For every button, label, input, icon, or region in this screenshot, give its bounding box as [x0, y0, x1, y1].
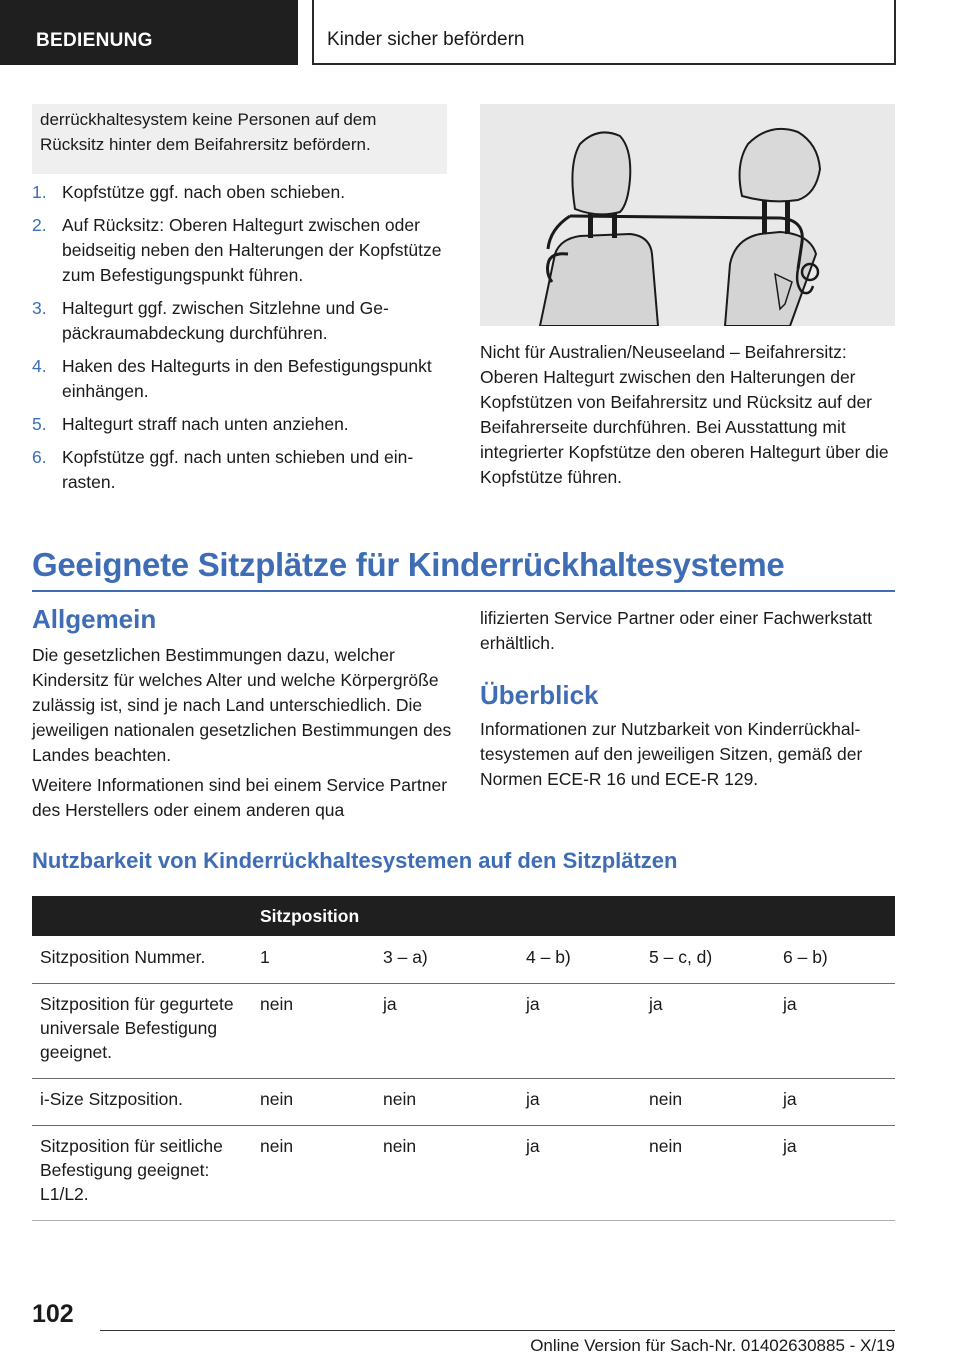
table-cell: i-Size Sitzposition. [32, 1079, 252, 1126]
table-cell: 6 – b) [775, 936, 895, 984]
table-cell: nein [375, 1126, 518, 1221]
table-cell: ja [641, 984, 775, 1079]
table-cell: ja [518, 984, 641, 1079]
paragraph-allgemein-2-continued: lifizierten Service Partner oder einer Fachwerkstatt erhältlich. [480, 608, 872, 653]
step-text: Haltegurt straff nach unten anziehen. [62, 414, 349, 434]
table-cell: nein [252, 1126, 375, 1221]
table-cell: nein [252, 1079, 375, 1126]
table-row [32, 984, 895, 1079]
step-text: Kopfstütze ggf. nach oben schieben. [62, 182, 346, 202]
step-item [32, 445, 452, 495]
table-cell: Sitzposition für gegurtete universale Befestigung geeignet. [32, 984, 252, 1079]
step-item [32, 296, 452, 346]
table-header-empty [32, 896, 252, 936]
instruction-steps [32, 180, 452, 503]
subheading-ueberblick: Überblick [480, 680, 599, 710]
table-cell: nein [252, 984, 375, 1079]
step-item [32, 180, 452, 205]
table-header-row [32, 896, 895, 936]
table-header-cell: Sitzposition [252, 896, 895, 936]
step-item [32, 354, 452, 404]
table-cell: nein [641, 1126, 775, 1221]
table-cell: 4 – b) [518, 936, 641, 984]
table-cell: 3 – a) [375, 936, 518, 984]
step-number: 5. [32, 414, 47, 434]
table-cell: nein [375, 1079, 518, 1126]
table-cell: ja [775, 984, 895, 1079]
table-cell: ja [518, 1126, 641, 1221]
table-heading: Nutzbarkeit von Kinderrückhaltesystemen auf den Sitzplätzen [32, 848, 678, 873]
table-cell: ja [375, 984, 518, 1079]
table-row [32, 1079, 895, 1126]
subheading-allgemein: Allgemein [32, 604, 157, 634]
step-text: Haltegurt ggf. zwischen Sitzlehne und Gepäckraumabdeckung durchführen. [62, 298, 389, 343]
seat-position-table [32, 896, 895, 1221]
step-text: Auf Rücksitz: Oberen Haltegurt zwischen oder beidseitig neben den Halterungen der Kopfstütze zum Befestigungspunkt führen. [62, 215, 442, 285]
table-cell: ja [518, 1079, 641, 1126]
step-number: 6. [32, 447, 47, 467]
paragraph-allgemein-1: Die gesetzlichen Bestimmungen dazu, welcher Kindersitz für welches Alter und welche Körpergröße zulässig ist, sind je nach Land unterschiedlich. Die jeweiligen nationalen gesetzlichen Bestimmungen des Landes beachten. [32, 645, 452, 765]
header-section-label: BEDIENUNG [0, 0, 298, 65]
header-page-title: Kinder sicher befördern [312, 0, 896, 65]
step-item [32, 213, 452, 288]
step-item [32, 412, 452, 437]
headrest-tether-illustration [480, 104, 895, 326]
table-cell: Sitzposition Nummer. [32, 936, 252, 984]
step-text: Haken des Haltegurts in den Befestigungspunkt einhängen. [62, 356, 432, 401]
paragraph-ueberblick: Informationen zur Nutzbarkeit von Kinderrückhaltesystemen auf den jeweiligen Sitzen, gemäß der Normen ECE-R 16 und ECE-R 129. [480, 719, 863, 789]
paragraph-allgemein-2: Weitere Informationen sind bei einem Service Partner des Herstellers oder einem anderen qua [32, 775, 448, 820]
section-heading: Geeignete Sitzplätze für Kinderrückhaltesysteme [32, 546, 785, 583]
page-number: 102 [32, 1300, 74, 1328]
table-cell: Sitzposition für seitliche Befestigung geeignet: L1/L2. [32, 1126, 252, 1221]
step-number: 1. [32, 182, 47, 202]
step-text: Kopfstütze ggf. nach unten schieben und einrasten. [62, 447, 414, 492]
footer-online-version: Online Version für Sach-Nr. 01402630885 - X/19 [530, 1336, 895, 1355]
table-cell: 1 [252, 936, 375, 984]
table-row [32, 936, 895, 984]
step-number: 4. [32, 356, 47, 376]
table-cell: 5 – c, d) [641, 936, 775, 984]
step-number: 2. [32, 215, 47, 235]
step-number: 3. [32, 298, 47, 318]
table-cell: ja [775, 1079, 895, 1126]
table-cell: ja [775, 1126, 895, 1221]
table-cell: nein [641, 1079, 775, 1126]
table-row [32, 1126, 895, 1221]
note-box: derrückhaltesystem keine Personen auf dem Rücksitz hinter dem Beifahrersitz befördern. [32, 104, 447, 174]
headrest-illustration-svg [480, 104, 895, 326]
footer-divider [100, 1330, 895, 1331]
figure-caption: Nicht für Australien/Neuseeland – Beifahrersitz: Oberen Haltegurt zwischen den Halterungen der Kopfstützen von Beifahrersitz und Rücksitz auf der Beifahrerseite durchführen. Bei Ausstattung mit integrierter Kopfstütze den oberen Haltegurt über die Kopfstütze führen. [480, 342, 889, 487]
heading-divider [32, 590, 895, 592]
